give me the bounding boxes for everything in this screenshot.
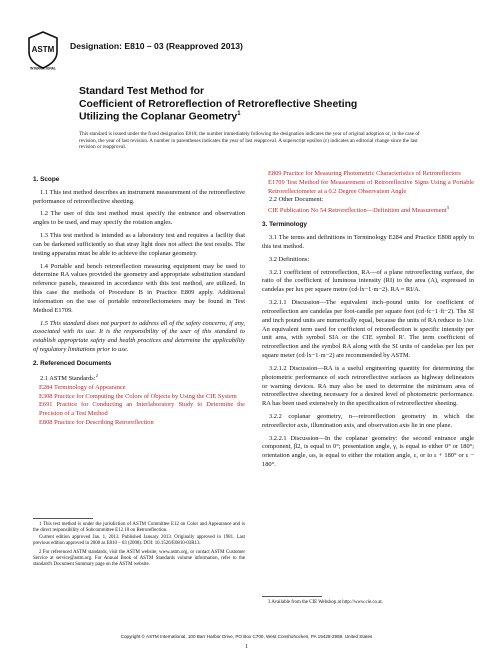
ref-item[interactable]: [33, 401, 245, 419]
ref-title[interactable]: Terminology of Appearance: [53, 383, 126, 391]
ref-title[interactable]: Practice for Measuring Photometric Characteristics of Retroreflectors: [283, 170, 461, 177]
ref-item[interactable]: [33, 384, 245, 393]
title-line-2: Coefficient of Retroreflection of Retroreflective Sheeting: [79, 98, 358, 110]
para-3-2-2: 3.2.2 coplanar geometry, n—retroreflection geometry in which the retroreflector axis, illumination axis, and observation axis lie in one plane.: [262, 413, 474, 429]
para-2-2: 2.2 Other Document:: [269, 196, 324, 204]
footnote-mark-2: 2: [95, 372, 98, 378]
footnote-1: 1 This test method is under the jurisdiction of ASTM Committee E12 on Color and Appearance and is the direct responsibility of Subcommittee E12.10 on Retroreflection.: [33, 522, 245, 534]
ref-title[interactable]: Test Method for Measurement of Retroreflective Signs Using a Portable Retroreflectometer at a 0.2 Degree Observation Angle: [268, 178, 474, 195]
para-3-2-1-1: 3.2.1.1 Discussion—The equivalent inch–pound units for coefficient of retroreflection are candelas per foot-candle per square foot (cd·fc−1·ft−2). The SI and inch pound units are numerically equal, because the units of RA reduce to 1/sr. An equivalent term used for coefficient of retroreflection is specific intensity per unit area, with symbol SIA or the CIE symbol R'. The term coefficient of retroreflection and the symbol RA along with the SI units of candelas per lux per square meter (cd·lx−1·m−2) are recommended by ASTM.: [262, 299, 474, 360]
para-1-4: 1.4 Portable and bench retroreflection measuring equipment may be used to determine RA values provided the geometry and appropriate substitution standard reference panels, measured in accordance with this test method, are utilized. In this case the methods of Procedure B in Practice E809 apply. Additional information on the use of portable retroreflectometers may be found in Test Method E1709.: [33, 262, 245, 314]
footnote-2: 2 For referenced ASTM standards, visit the ASTM website, www.astm.org, or contact ASTM Customer Service at service@astm.org. For Annual Book of ASTM Standards volume information, refer to the standard's Document Summary page on the ASTM website.: [33, 549, 245, 568]
svg-text:ASTM: ASTM: [31, 45, 55, 54]
section-referenced-heading: 2. Referenced Documents: [33, 359, 112, 367]
title-line-3: Utilizing the Coplanar Geometry: [79, 111, 238, 123]
ref-item[interactable]: [262, 179, 474, 197]
footnotes-right: [262, 600, 474, 606]
section-scope-heading: 1. Scope: [33, 176, 60, 183]
para-3-2-1-2: 3.2.1.2 Discussion—RA is a useful engineering quantity for determining the photometric performance of such retroreflective surfaces as highway delineators or warning devices. RA may also be used to determine the minimum area of retroreflective sheeting necessary for a desired level of photometric performance. RA has been used extensively in the specification of retroreflective sheeting.: [262, 364, 474, 408]
left-column: [33, 171, 245, 428]
page-number: 1: [245, 644, 248, 650]
logo-text: INTERNATIONAL: [30, 66, 56, 70]
footnote-1b: Current edition approved Jan. 1, 2013. Published January 2013. Originally approved in 1981. Last previous edition approved in 2008 as E810 – 03 (2008). DOI: 10.1520/E0810-03R13.: [33, 534, 245, 547]
para-3-2: 3.2 Definitions:: [269, 255, 310, 263]
title-line-1: Standard Test Method for: [79, 86, 205, 97]
ref-code[interactable]: E809: [268, 170, 282, 177]
footnote-mark-3: 3: [446, 205, 449, 211]
ref-title[interactable]: Retroreflection—Definition and Measurement: [328, 207, 447, 215]
ref-code[interactable]: E308: [39, 392, 53, 400]
ref-title[interactable]: Practice for Describing Retroreflection: [54, 419, 154, 426]
ref-item[interactable]: [33, 419, 245, 428]
ref-code[interactable]: E691: [39, 401, 53, 409]
designation: Designation: E810 – 03 (Reapproved 2013): [70, 41, 243, 51]
para-1-5: 1.5 This standard does not purport to address all of the safety concerns, if any, associated with its use. It is the responsibility of the user of this standard to establish appropriate safety and health practices and determine the applicability of regulatory limitations prior to use.: [33, 319, 245, 354]
ref-item-cie[interactable]: [262, 205, 474, 216]
footnote-rule-left: [33, 518, 93, 519]
ref-code[interactable]: E808: [39, 419, 53, 426]
para-3-1: 3.1 The terms and definitions in Terminology E284 and Practice E808 apply to this test method.: [262, 234, 474, 250]
footnote-rule-right: [262, 596, 322, 597]
document-title: [79, 86, 439, 125]
para-1-1: 1.1 This test method describes an instrument measurement of the retroreflective performance of retroreflective sheeting.: [33, 188, 245, 205]
section-terminology-heading: 3. Terminology: [262, 221, 307, 229]
para-3-2-2-1: 3.2.2.1 Discussion—In the coplanar geometry: the second entrance angle component, β2, is equal to 0°; presentation angle, γ, is equal to either 0° or 180°; orientation angle, ωs, is equal to either the rotation angle, ε, or to ε + 180° or ε − 180°.: [262, 434, 474, 469]
footnotes-left: [33, 522, 245, 569]
para-1-3: 1.3 This test method is intended as a laboratory test and requires a facility that can be darkened sufficiently so that stray light does not affect the test results. The testing apparatus must be able to achieve the coplanar geometry.: [33, 232, 245, 257]
ref-code[interactable]: CIE Publication No 54: [268, 207, 327, 215]
ref-item[interactable]: [33, 393, 245, 402]
preamble: This standard is issued under the fixed designation E810; the number immediately following the designation indicates the year of original adoption or, in the case of revision, the year of last revision. A number in parentheses indicates the year of last reapproval. A superscript epsilon (ε) indicates an editorial change since the last revision or reapproval.: [79, 131, 420, 150]
astm-logo: [26, 30, 60, 70]
copyright: Copyright © ASTM International, 100 Barr Harbor Drive, PO Box C700, West Conshohocken, PA 19428-2959. United States: [120, 634, 373, 639]
ref-item[interactable]: [262, 170, 474, 179]
ref-title[interactable]: Practice for Conducting an Interlaboratory Study to Determine the Precision of a Test Method: [39, 401, 245, 418]
title-footnote-mark: 1: [237, 111, 241, 118]
ref-code[interactable]: E1709: [268, 178, 285, 186]
para-1-2: 1.2 The user of this test method must specify the entrance and observation angles to be used, and may specify the rotation angles.: [33, 210, 245, 227]
ref-title[interactable]: Practice for Computing the Colors of Objects by Using the CIE System: [54, 392, 237, 400]
para-2-1: 2.1 ASTM Standards:: [40, 374, 96, 382]
right-column: [262, 170, 474, 474]
footnote-3: 3 Available from the CIE Webshop at http://www.cie.co.at.: [268, 600, 383, 605]
para-3-2-1: 3.2.1 coefficient of retroreflection, RA—of a plane retroreflecting surface, the ratio of the coefficient of luminous intensity (RI) to the area (A), expressed in candelas per lux per square metre (cd·lx−1·m−2). RA = RI/A.: [262, 268, 474, 294]
ref-code[interactable]: E284: [39, 383, 53, 391]
